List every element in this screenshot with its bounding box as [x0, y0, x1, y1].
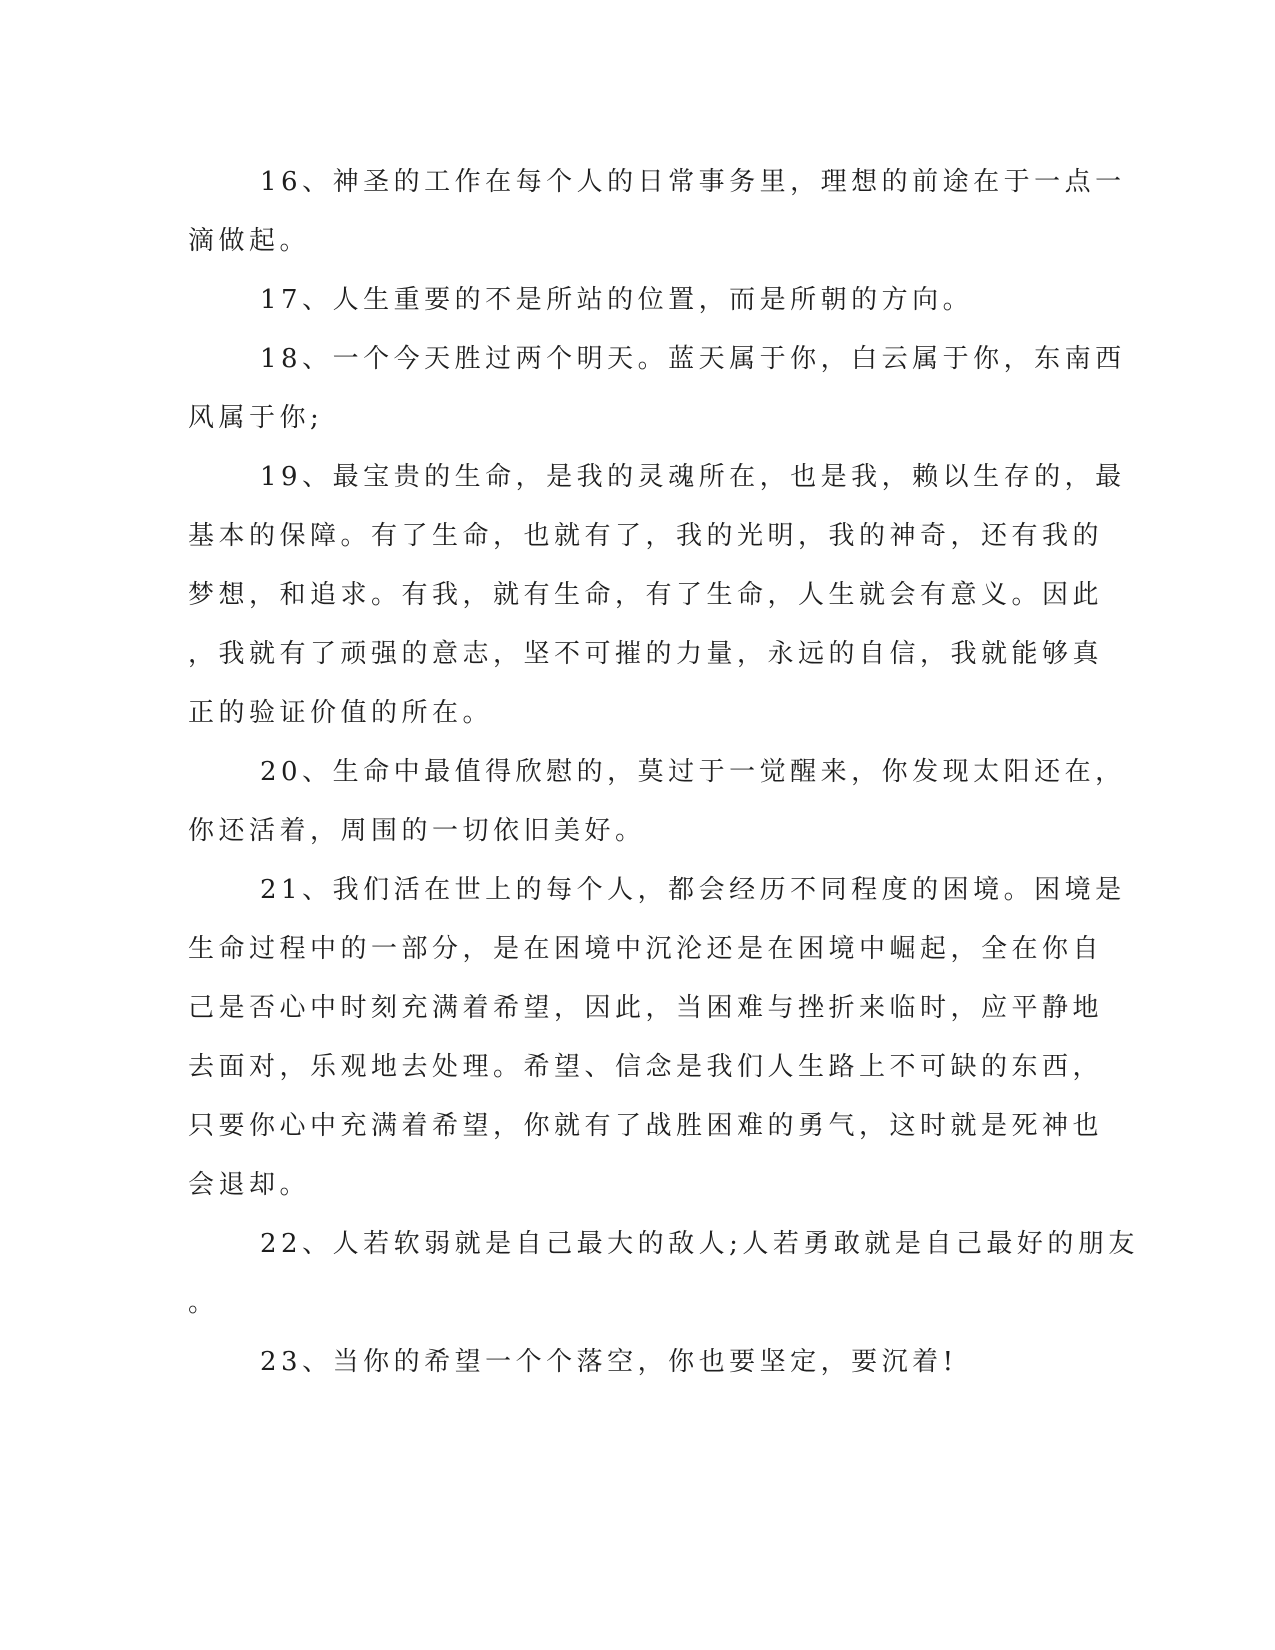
paragraph-21-line-3: 己是否心中时刻充满着希望，因此，当困难与挫折来临时，应平静地: [188, 993, 1104, 1023]
paragraph-16-line-1: 16、神圣的工作在每个人的日常事务里，理想的前途在于一点一: [260, 167, 1126, 197]
paragraph-18-line-2: 风属于你;: [188, 403, 324, 433]
paragraph-16-line-2: 滴做起。: [188, 226, 311, 256]
paragraph-19-line-4: ，我就有了顽强的意志，坚不可摧的力量，永远的自信，我就能够真: [188, 639, 1104, 669]
paragraph-20-line-1: 20、生命中最值得欣慰的，莫过于一觉醒来，你发现太阳还在，: [260, 757, 1126, 787]
paragraph-23-line-1: 23、当你的希望一个个落空，你也要坚定，要沉着!: [260, 1347, 958, 1377]
paragraph-21-line-5: 只要你心中充满着希望，你就有了战胜困难的勇气，这时就是死神也: [188, 1111, 1104, 1141]
paragraph-19-line-3: 梦想，和追求。有我，就有生命，有了生命，人生就会有意义。因此: [188, 580, 1104, 610]
paragraph-21-line-4: 去面对，乐观地去处理。希望、信念是我们人生路上不可缺的东西，: [188, 1052, 1104, 1082]
paragraph-19-line-2: 基本的保障。有了生命，也就有了，我的光明，我的神奇，还有我的: [188, 521, 1104, 551]
paragraph-21-line-1: 21、我们活在世上的每个人，都会经历不同程度的困境。困境是: [260, 875, 1126, 905]
paragraph-21-line-2: 生命过程中的一部分，是在困境中沉沦还是在困境中崛起，全在你自: [188, 934, 1104, 964]
paragraph-19-line-1: 19、最宝贵的生命，是我的灵魂所在，也是我，赖以生存的，最: [260, 462, 1126, 492]
paragraph-18-line-1: 18、一个今天胜过两个明天。蓝天属于你，白云属于你，东南西: [260, 344, 1126, 374]
paragraph-19-line-5: 正的验证价值的所在。: [188, 698, 494, 728]
paragraph-20-line-2: 你还活着，周围的一切依旧美好。: [188, 816, 646, 846]
paragraph-17-line-1: 17、人生重要的不是所站的位置，而是所朝的方向。: [260, 285, 974, 315]
paragraph-21-line-6: 会退却。: [188, 1170, 311, 1200]
paragraph-22-line-2: 。: [188, 1288, 219, 1318]
paragraph-22-line-1: 22、人若软弱就是自己最大的敌人;人若勇敢就是自己最好的朋友: [260, 1229, 1139, 1259]
